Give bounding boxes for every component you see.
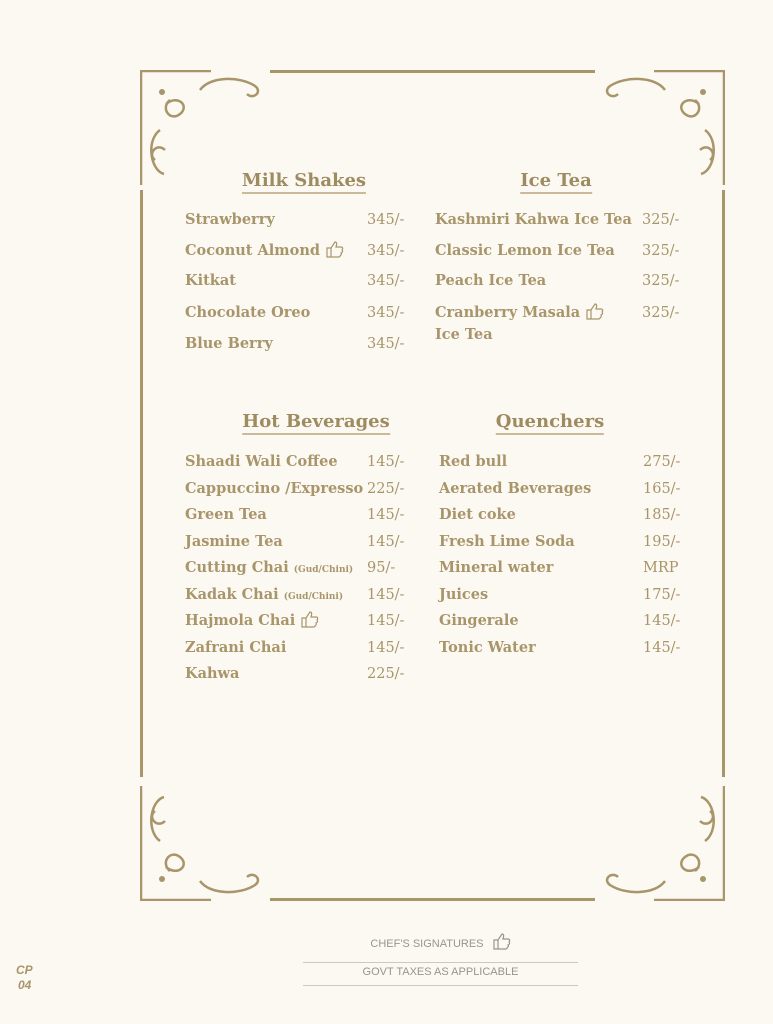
item-name-text: Fresh Lime Soda	[439, 532, 575, 550]
menu-item-price: 225/-	[367, 480, 405, 497]
menu-item-name	[185, 610, 319, 632]
menu-item-name	[439, 531, 575, 553]
menu-item-price: 175/-	[643, 586, 681, 603]
thumbs-up-icon	[584, 302, 604, 320]
ornament-corner-icon	[605, 70, 725, 190]
item-name-text: Red bull	[439, 453, 508, 470]
frame-top-line	[270, 70, 595, 73]
menu-item-name	[185, 451, 338, 473]
menu-item-name	[439, 504, 516, 526]
item-name-text: Strawberry	[185, 211, 275, 228]
item-name-text: Cutting Chai	[185, 559, 289, 576]
item-name-text: Classic Lemon Ice Tea	[435, 242, 615, 259]
page-code	[16, 963, 33, 993]
section-title: Ice Tea	[520, 170, 592, 194]
menu-item-name	[439, 584, 488, 606]
item-name-text: Hajmola Chai	[185, 612, 296, 629]
section-title: Hot Beverages	[242, 411, 390, 435]
menu-item-price: 325/-	[642, 273, 680, 289]
item-name-text: Cranberry Masala	[435, 304, 581, 321]
frame-bottom-line	[270, 898, 595, 901]
menu-item-name	[439, 478, 591, 500]
thumbs-up-icon	[299, 610, 319, 628]
menu-item-price: 145/-	[367, 507, 405, 523]
footer-divider	[303, 985, 578, 986]
page-code-line1: CP	[16, 963, 33, 977]
thumbs-up-icon	[491, 932, 511, 950]
menu-item-price: 275/-	[643, 454, 681, 470]
menu-item-name	[185, 663, 239, 685]
item-name-text: Jasmine Tea	[185, 532, 283, 550]
item-name-text: Gingerale	[439, 612, 519, 629]
menu-item-price: 325/-	[642, 305, 680, 321]
menu-item-price: 345/-	[367, 305, 405, 321]
menu-item-price: 145/-	[643, 613, 681, 629]
menu-item-name	[439, 557, 553, 579]
item-name-text: Zafrani Chai	[185, 638, 287, 656]
item-name-text-line2: Ice Tea	[435, 326, 493, 343]
item-name-text: Kahwa	[185, 665, 240, 682]
menu-item-name	[185, 302, 310, 324]
thumbs-up-icon	[324, 240, 344, 258]
menu-item-name	[435, 270, 546, 292]
govt-taxes-note: GOVT TAXES AS APPLICABLE	[362, 966, 519, 978]
item-note: (Gud/Chini)	[283, 591, 344, 602]
chef-signatures-legend	[303, 932, 578, 950]
menu-item-price: 345/-	[367, 336, 405, 352]
menu-item-name	[185, 333, 273, 355]
menu-item-name	[185, 637, 286, 659]
item-note: (Gud/Chini)	[293, 565, 354, 575]
item-name-text: Kashmiri Kahwa Ice Tea	[435, 211, 632, 228]
menu-item-name	[185, 531, 283, 553]
item-name-text: Peach Ice Tea	[435, 272, 547, 289]
item-name-text: Mineral water	[439, 559, 554, 576]
frame-left-line	[140, 190, 143, 777]
menu-item-price: 145/-	[367, 586, 405, 603]
menu-item-name	[435, 302, 604, 346]
menu-item-price: 95/-	[367, 560, 396, 576]
item-name-text: Diet coke	[439, 506, 516, 523]
menu-item-price: 185/-	[643, 507, 681, 523]
menu-item-name	[439, 610, 519, 632]
item-name-text: Tonic Water	[439, 638, 536, 656]
item-name-text: Coconut Almond	[185, 242, 320, 259]
menu-item-name	[185, 240, 344, 262]
menu-item-name	[435, 209, 632, 231]
menu-item-price: 145/-	[367, 533, 405, 550]
menu-item-name	[185, 478, 363, 500]
menu-item-name	[185, 209, 275, 231]
menu-item-price: MRP	[643, 560, 679, 576]
item-name-text: Juices	[439, 585, 489, 603]
menu-item-name	[185, 504, 267, 526]
footer-divider	[303, 962, 578, 963]
menu-item-name	[435, 240, 615, 262]
menu-item-price: 145/-	[367, 454, 405, 470]
section-title: Quenchers	[496, 411, 604, 435]
chef-signatures-label: CHEF'S SIGNATURES	[370, 938, 484, 950]
menu-item-price: 345/-	[367, 243, 405, 259]
menu-item-price: 325/-	[642, 212, 680, 228]
menu-item-price: 195/-	[643, 533, 681, 550]
menu-item-name	[439, 451, 507, 473]
menu-item-price: 145/-	[367, 613, 405, 629]
item-name-text: Aerated Beverages	[439, 479, 592, 497]
menu-item-name	[185, 584, 343, 608]
item-name-text: Kitkat	[185, 272, 236, 289]
menu-item-price: 145/-	[367, 639, 405, 656]
item-name-text: Shaadi Wali Coffee	[185, 453, 338, 470]
menu-item-price: 225/-	[367, 666, 405, 682]
item-name-text: Green Tea	[185, 506, 267, 523]
menu-item-name	[185, 270, 236, 292]
section-title: Milk Shakes	[242, 170, 366, 194]
ornament-corner-icon	[605, 781, 725, 901]
item-name-text: Kadak Chai	[185, 585, 279, 603]
menu-item-price: 325/-	[642, 243, 680, 259]
ornament-corner-icon	[140, 781, 260, 901]
menu-item-price: 165/-	[643, 480, 681, 497]
menu-item-price: 345/-	[367, 212, 405, 228]
item-name-text: Blue Berry	[185, 335, 273, 352]
frame-right-line	[722, 190, 725, 777]
menu-item-name	[439, 637, 536, 659]
item-name-text: Chocolate Oreo	[185, 304, 311, 321]
item-name-text: Cappuccino /Expresso	[185, 479, 364, 497]
menu-item-name	[185, 557, 353, 581]
menu-item-price: 145/-	[643, 639, 681, 656]
page-code-line2: 04	[18, 978, 32, 992]
menu-item-price: 345/-	[367, 273, 405, 289]
